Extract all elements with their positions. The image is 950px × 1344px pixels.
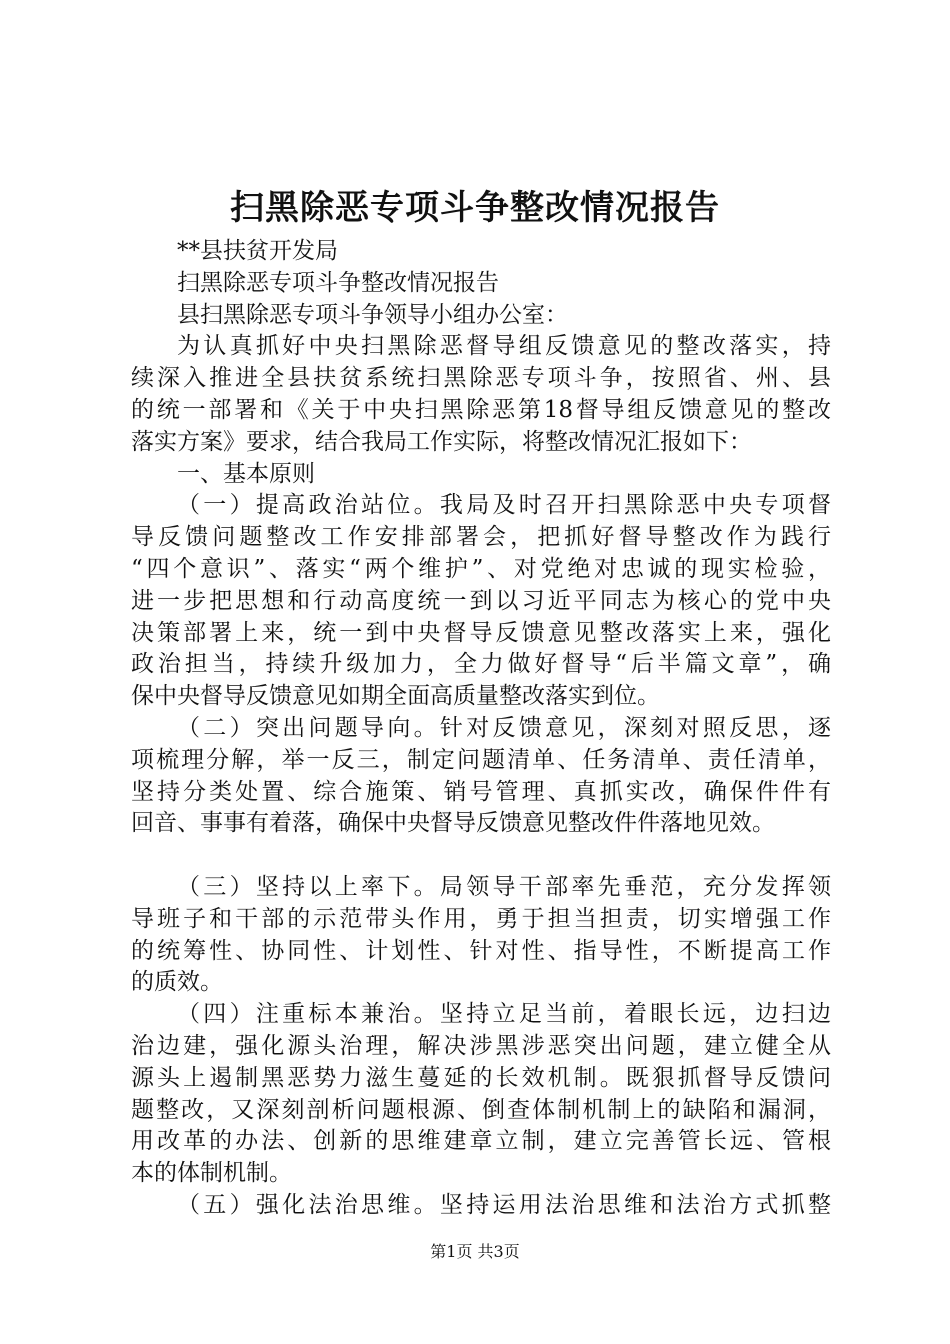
- page-footer: 第1页 共3页: [430, 1242, 520, 1261]
- paragraph-line: （四）注重标本兼治。坚持立足当前，着眼长远，边扫边: [177, 1001, 831, 1028]
- document-body: [131, 236, 831, 1222]
- paragraph-line: 本的体制机制。: [131, 1160, 292, 1187]
- paragraph-line: 落实方案》要求，结合我局工作实际，将整改情况汇报如下：: [131, 428, 752, 455]
- document-title: 扫黑除恶专项斗争整改情况报告: [230, 188, 720, 228]
- paragraph-line: 坚持分类处置、综合施策、销号管理、真抓实改，确保件件有: [131, 778, 831, 805]
- subtitle-line: 扫黑除恶专项斗争整改情况报告: [177, 269, 499, 296]
- paragraph-line: 治边建，强化源头治理，解决涉黑涉恶突出问题，建立健全从: [131, 1032, 831, 1059]
- paragraph-line: 题整改，又深刻剖析问题根源、倒查体制机制上的缺陷和漏洞，: [131, 1096, 831, 1123]
- paragraph-line: 保中央督导反馈意见如期全面高质量整改落实到位。: [131, 683, 660, 710]
- paragraph-line: 源头上遏制黑恶势力滋生蔓延的长效机制。既狠抓督导反馈问: [131, 1064, 831, 1091]
- paragraph-line: 的统筹性、协同性、计划性、针对性、指导性，不断提高工作: [131, 937, 831, 964]
- paragraph-line: 导班子和干部的示范带头作用，勇于担当担责，切实增强工作: [131, 905, 831, 932]
- paragraph-line: （二）突出问题导向。针对反馈意见，深刻对照反思，逐: [177, 714, 831, 741]
- paragraph-line: 回音、事事有着落，确保中央督导反馈意见整改件件落地见效。: [131, 810, 775, 837]
- paragraph-line: 项梳理分解，举一反三，制定问题清单、任务清单、责任清单，: [131, 746, 831, 773]
- issuer-line: **县扶贫开发局: [177, 238, 338, 264]
- paragraph-line: 用改革的办法、创新的思维建章立制，建立完善管长远、管根: [131, 1128, 831, 1155]
- paragraph-line: （五）强化法治思维。坚持运用法治思维和法治方式抓整: [177, 1191, 831, 1218]
- paragraph-line: 的统一部署和《关于中央扫黑除恶第18督导组反馈意见的整改: [131, 396, 831, 423]
- paragraph-line: 续深入推进全县扶贫系统扫黑除恶专项斗争，按照省、州、县: [131, 365, 831, 392]
- paragraph-line: 决策部署上来，统一到中央督导反馈意见整改落实上来，强化: [131, 619, 831, 646]
- paragraph-line: 为认真抓好中央扫黑除恶督导组反馈意见的整改落实，持: [177, 333, 831, 360]
- paragraph-line: “四个意识”、落实“两个维护”、对党绝对忠诚的现实检验，: [131, 555, 831, 582]
- paragraph-line: 政治担当，持续升级加力，全力做好督导“后半篇文章”，确: [131, 651, 831, 678]
- paragraph-line: （一）提高政治站位。我局及时召开扫黑除恶中央专项督: [177, 492, 831, 519]
- paragraph-line: 导反馈问题整改工作安排部署会，把抓好督导整改作为践行: [131, 524, 831, 551]
- paragraph-line: （三）坚持以上率下。局领导干部率先垂范，充分发挥领: [177, 873, 831, 900]
- paragraph-line: 的质效。: [131, 969, 223, 996]
- paragraph-line: 进一步把思想和行动高度统一到以习近平同志为核心的党中央: [131, 587, 831, 614]
- addressee-line: 县扫黑除恶专项斗争领导小组办公室：: [177, 301, 568, 328]
- blank-line: [131, 840, 831, 872]
- section-heading: 一、基本原则: [177, 460, 315, 487]
